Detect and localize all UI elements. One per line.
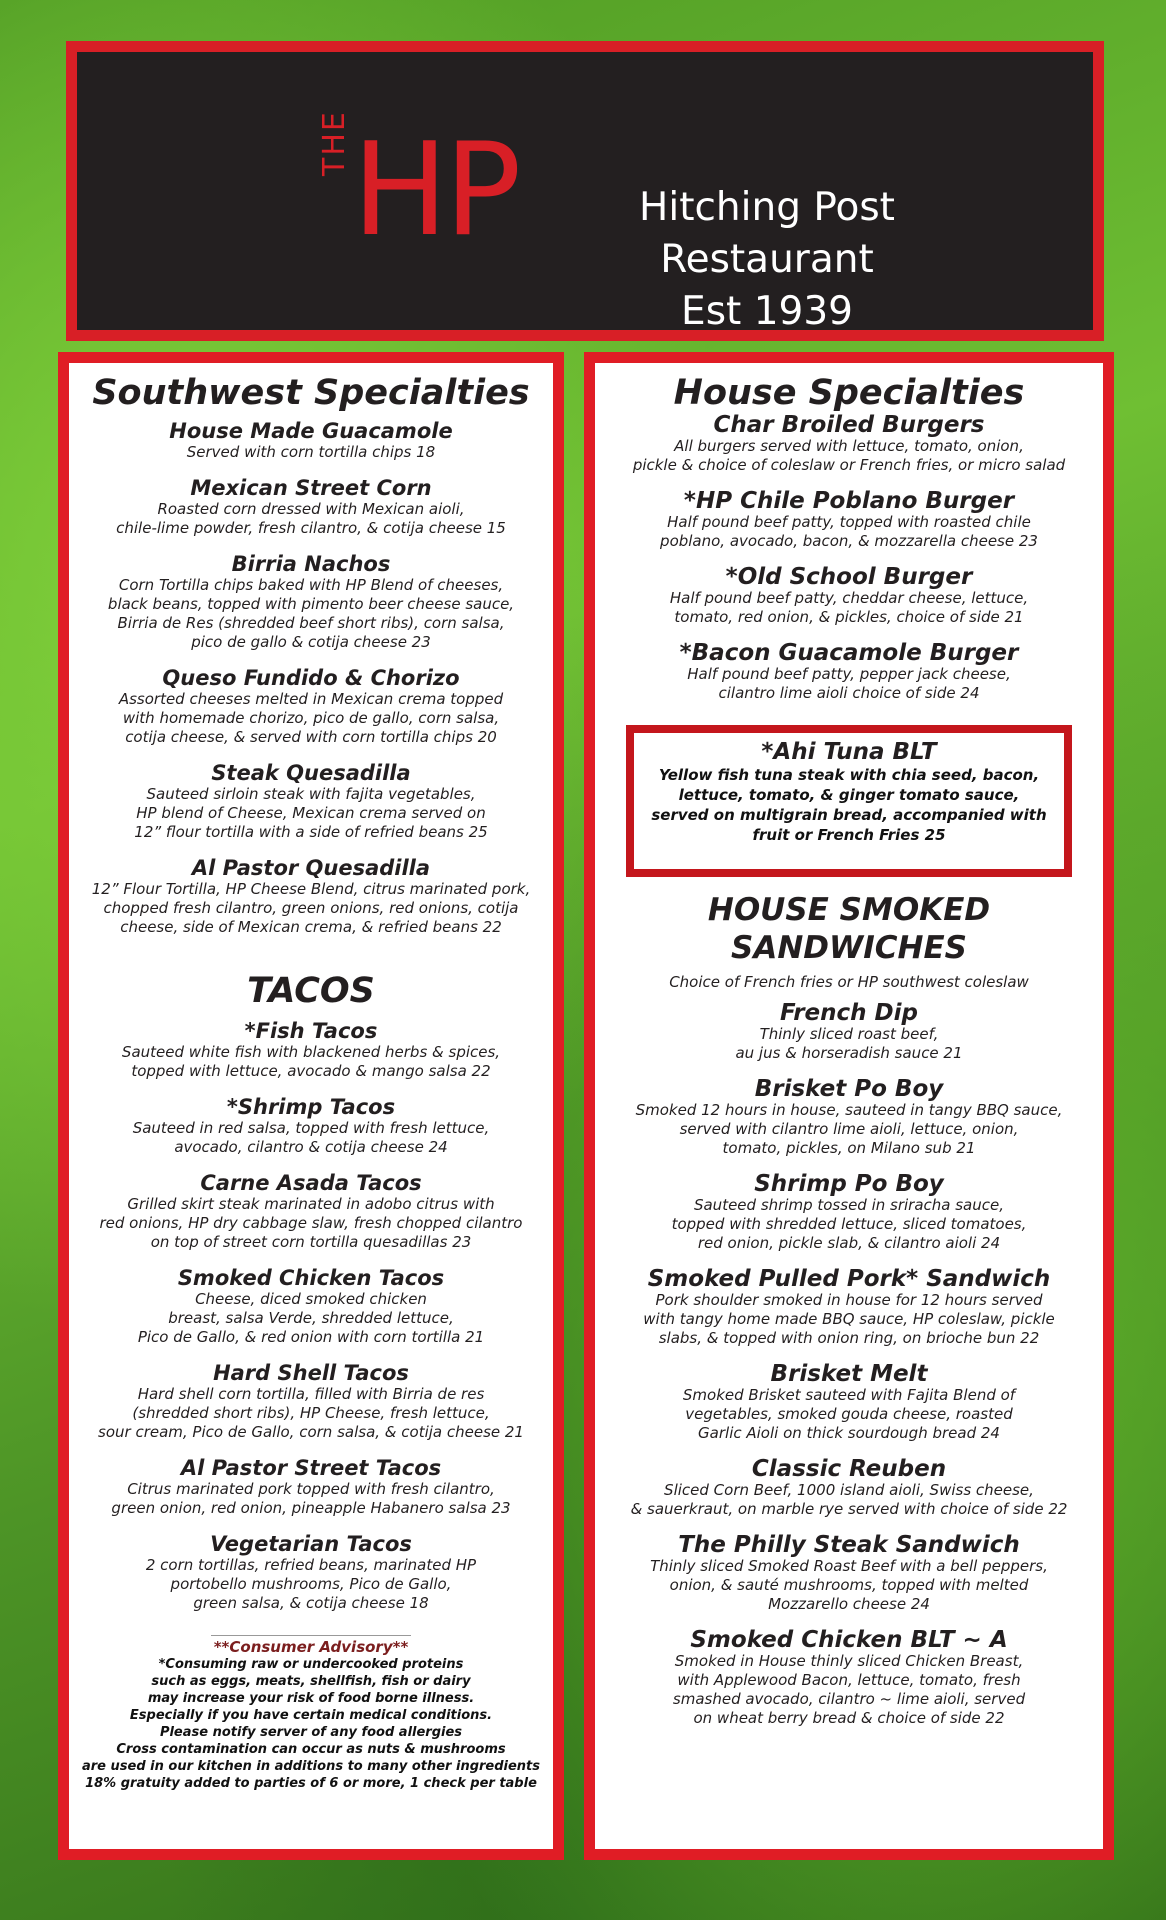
menu-item [69,552,553,652]
item-name: Al Pastor Quesadilla [191,856,431,880]
item-description: Sauteed in red salsa, topped with fresh lettuce, avocado, cilantro & cotija cheese 24 [132,1119,490,1156]
item-name: House Made Guacamole [169,419,453,443]
menu-item [69,1019,553,1081]
item-description: Corn Tortilla chips baked with HP Blend of cheeses, black beans, topped with pimento beer cheese sauce, Birria de Res (shredded beef short ribs), corn salsa, pico de gallo & cotija cheese 23 [107,576,515,651]
menu-item [69,666,553,747]
item-description: Hard shell corn tortilla, filled with Birria de res (shredded short ribs), HP Cheese, fresh lettuce, sour cream, Pico de Gallo, corn salsa, & cotija cheese 21 [98,1385,524,1441]
featured-item-description: Yellow fish tuna steak with chia seed, bacon, lettuce, tomato, & ginger tomato sauce, served on multigrain bread, accompanied with fruit or French Fries 25 [651,766,1047,844]
burgers-title: Char Broiled Burgers [713,412,985,438]
item-name: *HP Chile Poblano Burger [683,488,1015,514]
item-description: Thinly sliced roast beef, au jus & horseradish sauce 21 [735,1025,963,1062]
item-name: Classic Reuben [751,1456,947,1482]
item-name: The Philly Steak Sandwich [678,1532,1020,1558]
menu-item [595,565,1103,627]
menu-item [69,1171,553,1252]
item-description: Smoked 12 hours in house, sauteed in tangy BBQ sauce, served with cilantro lime aioli, lettuce, onion, tomato, pickles, on Milano sub 21 [635,1101,1063,1157]
item-name: Smoked Chicken Tacos [177,1266,445,1290]
item-name: Carne Asada Tacos [200,1171,422,1195]
menu-item [69,1266,553,1347]
item-name: Al Pastor Street Tacos [180,1456,442,1480]
restaurant-header [66,41,1104,341]
item-name: *Shrimp Tacos [226,1095,396,1119]
left-menu-panel [58,352,564,1860]
smoked-sandwiches-title: HOUSE SMOKED SANDWICHES [707,892,991,966]
item-description: Sliced Corn Beef, 1000 island aioli, Swiss cheese, & sauerkraut, on marble rye served with choice of side 22 [630,1481,1068,1518]
smoked-sandwiches-subtitle: Choice of French fries or HP southwest coleslaw [669,973,1029,991]
menu-item [69,1361,553,1442]
menu-item [595,1457,1103,1519]
item-description: Sauteed shrimp tossed in sriracha sauce, topped with shredded lettuce, sliced tomatoes, red onion, pickle slab, & cilantro aioli 24 [671,1196,1027,1252]
item-description: 2 corn tortillas, refried beans, marinated HP portobello mushrooms, Pico de Gallo, green salsa, & cotija cheese 18 [145,1556,477,1612]
featured-item-box [626,725,1072,877]
restaurant-name: Hitching Post Restaurant [639,185,895,282]
item-description: Cheese, diced smoked chicken breast, salsa Verde, shredded lettuce, Pico de Gallo, & red onion with corn tortilla 21 [137,1290,485,1346]
advisory-text: *Consuming raw or undercooked proteins such as eggs, meats, shellfish, fish or dairy may increase your risk of food borne illness. Especially if you have certain medical conditions. Please notify server of any food allergies Cross contamination can occur as nuts & mushrooms are used in our kitchen in additions to many other ingredients 18% gratuity added to parties of 6 or more, 1 check per table [81,1657,541,1791]
burgers-note: All burgers served with lettuce, tomato, onion, pickle & choice of coleslaw or French fries, or micro salad [632,437,1066,474]
item-name: Vegetarian Tacos [210,1532,412,1556]
advisory-divider [211,1635,411,1636]
menu-item [595,1362,1103,1443]
item-name: Smoked Pulled Pork* Sandwich [647,1266,1051,1292]
item-name: Mexican Street Corn [190,476,432,500]
item-name: Brisket Po Boy [754,1076,944,1102]
established-year: Est 1939 [681,289,853,334]
menu-item [595,489,1103,551]
tacos-title: TACOS [247,971,375,1011]
menu-item [595,1533,1103,1614]
item-name: *Fish Tacos [244,1019,378,1043]
item-description: Half pound beef patty, topped with roasted chile poblano, avocado, bacon, & mozzarella cheese 23 [660,513,1038,550]
item-description: Smoked Brisket sauteed with Fajita Blend of vegetables, smoked gouda cheese, roasted Garlic Aioli on thick sourdough bread 24 [682,1386,1016,1442]
item-description: Thinly sliced Smoked Roast Beef with a bell peppers, onion, & sauté mushrooms, topped with melted Mozzarello cheese 24 [650,1557,1048,1613]
item-name: French Dip [780,1000,918,1026]
menu-item [595,1001,1103,1063]
item-name: Queso Fundido & Chorizo [162,666,460,690]
item-description: Half pound beef patty, cheddar cheese, lettuce, tomato, red onion, & pickles, choice of side 21 [669,589,1029,626]
menu-item [69,476,553,538]
menu-item [595,1267,1103,1348]
item-name: Smoked Chicken BLT ~ A [690,1627,1008,1653]
item-description: Pork shoulder smoked in house for 12 hours served with tangy home made BBQ sauce, HP coleslaw, pickle slabs, & topped with onion ring, on brioche bun 22 [643,1291,1055,1347]
menu-item [595,1077,1103,1158]
item-description: Sauteed white fish with blackened herbs & spices, topped with lettuce, avocado & mango salsa 22 [121,1043,501,1080]
house-specialties-title: House Specialties [673,373,1025,413]
item-description: Citrus marinated pork topped with fresh cilantro, green onion, red onion, pineapple Habanero salsa 23 [111,1480,511,1517]
item-name: Birria Nachos [231,552,391,576]
menu-item [69,419,553,462]
menu-item [595,1172,1103,1253]
item-description: Half pound beef patty, pepper jack cheese, cilantro lime aioli choice of side 24 [687,665,1011,702]
item-name: *Bacon Guacamole Burger [679,640,1019,666]
item-description: Sauteed sirloin steak with fajita vegetables, HP blend of Cheese, Mexican crema served on 12” flour tortilla with a side of refried beans 25 [134,785,488,841]
menu-item [69,1095,553,1157]
item-name: Brisket Melt [770,1361,928,1387]
item-name: Shrimp Po Boy [754,1171,944,1197]
logo-hp-text: HP [352,116,518,265]
item-description: 12” Flour Tortilla, HP Cheese Blend, citrus marinated pork, chopped fresh cilantro, green onions, red onions, cotija cheese, side of Mexican crema, & refried beans 22 [91,880,531,936]
menu-item [595,641,1103,703]
right-menu-panel [584,352,1114,1860]
item-description: Grilled skirt steak marinated in adobo citrus with red onions, HP dry cabbage slaw, fresh chopped cilantro on top of street corn tortilla quesadillas 23 [99,1195,523,1251]
consumer-advisory [69,1635,553,1792]
item-name: Steak Quesadilla [211,761,411,785]
restaurant-title-block [547,182,987,338]
logo-the-text: THE [317,110,352,176]
southwest-title: Southwest Specialties [92,373,530,413]
menu-item [69,761,553,842]
featured-item-name: *Ahi Tuna BLT [761,739,937,765]
item-description: Assorted cheeses melted in Mexican crema topped with homemade chorizo, pico de gallo, corn salsa, cotija cheese, & served with corn tortilla chips 20 [118,690,504,746]
item-name: *Old School Burger [725,564,973,590]
item-description: Served with corn tortilla chips 18 [186,443,436,461]
item-description: Roasted corn dressed with Mexican aioli, chile-lime powder, fresh cilantro, & cotija cheese 15 [116,500,506,537]
menu-item [69,1532,553,1613]
advisory-title: **Consumer Advisory** [213,1638,409,1656]
item-name: Hard Shell Tacos [213,1361,409,1385]
menu-item [595,1628,1103,1728]
item-description: Smoked in House thinly sliced Chicken Breast, with Applewood Bacon, lettuce, tomato, fresh smashed avocado, cilantro ~ lime aioli, served on wheat berry bread & choice of side 22 [672,1652,1026,1727]
menu-item [69,856,553,937]
menu-item [69,1456,553,1518]
